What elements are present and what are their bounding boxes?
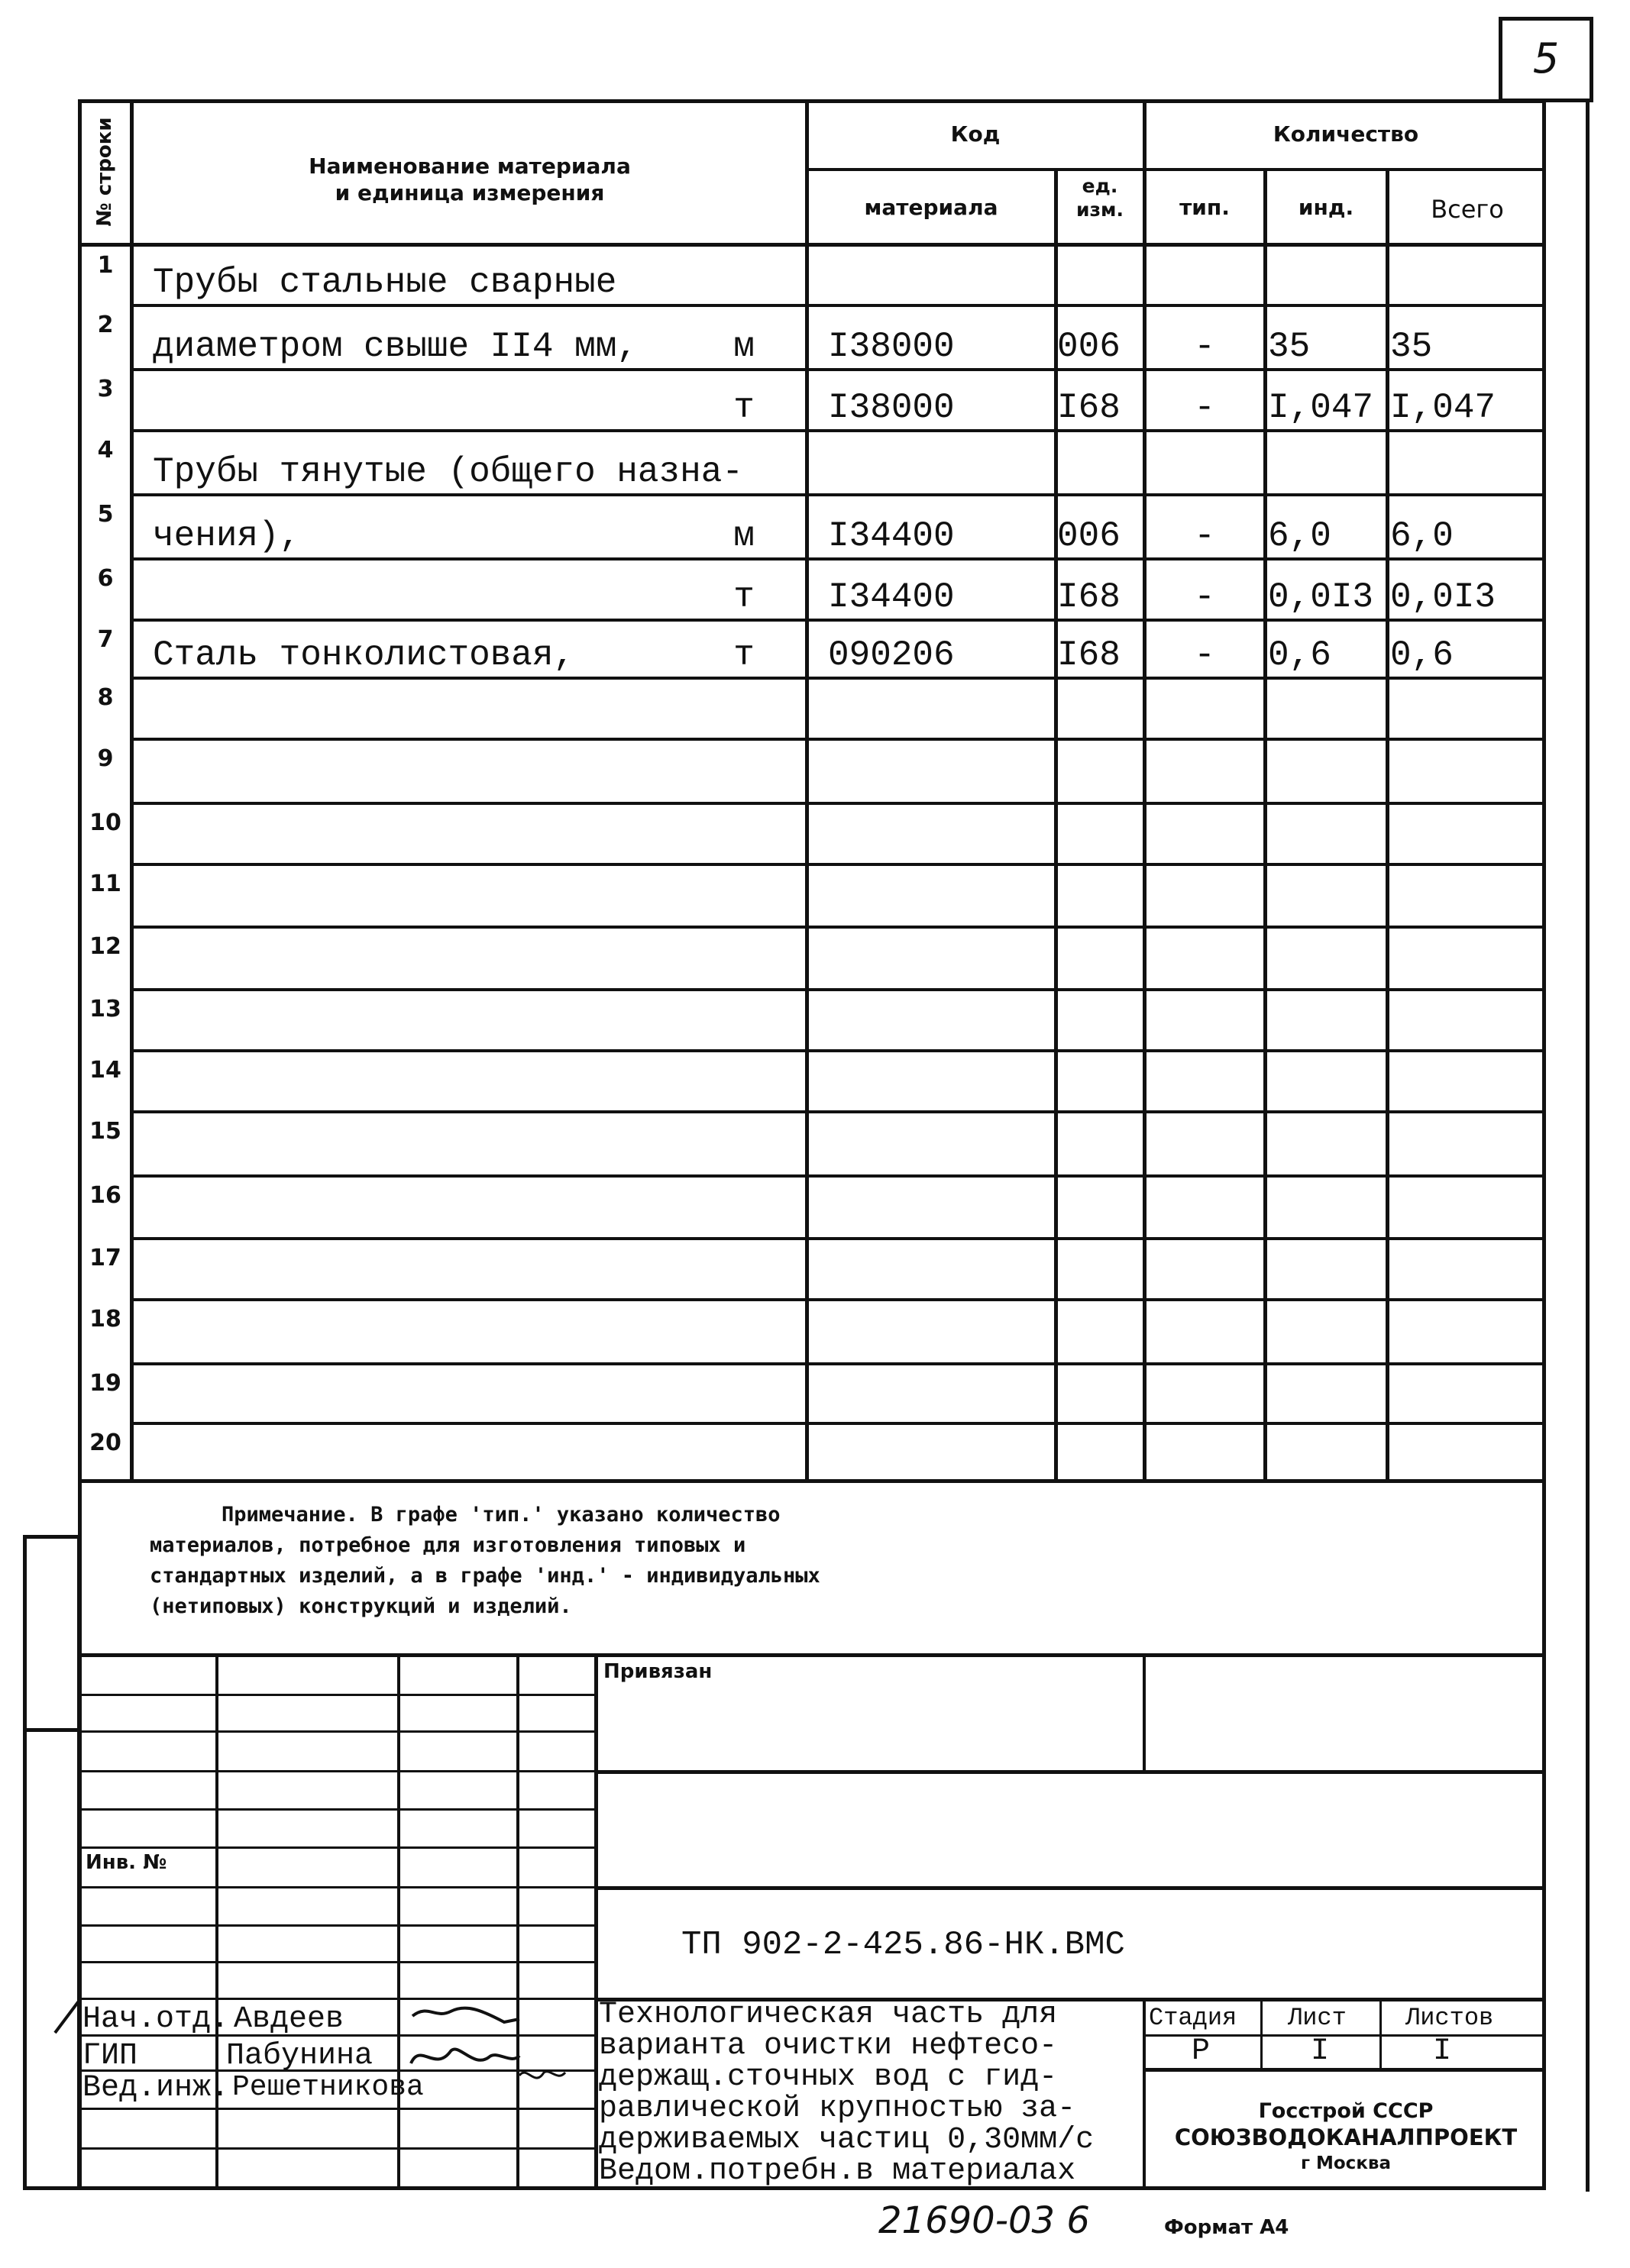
stamp-row-line: [79, 1808, 596, 1811]
table-row: [0, 431, 1630, 495]
format-label: Формат А4: [1164, 2216, 1289, 2239]
table-row: [0, 864, 1630, 927]
stage-label: Стадия: [1149, 2004, 1237, 2032]
attached-divider: [1143, 1656, 1146, 1770]
sheet-label: Лист: [1288, 2004, 1347, 2032]
stamp-col-4: [594, 1656, 598, 2190]
signer-2-role: ГИП: [82, 2039, 138, 2073]
row-material-code: I38000: [828, 327, 955, 367]
stamp-row-line: [79, 1886, 596, 1888]
header-material-name: Наименование материала и единица измерения: [309, 153, 631, 205]
row-unit-abbrev: т: [733, 388, 755, 428]
row-number: 16: [89, 1182, 121, 1209]
signer-3-name: Решетникова: [232, 2071, 424, 2104]
stamp-top-line: [78, 1653, 1546, 1657]
organization-block: [1146, 2098, 1546, 2176]
row-number: 10: [89, 809, 121, 836]
stamp-row-line: [79, 1961, 596, 1963]
row-material-code: I34400: [828, 516, 955, 556]
stamp-col-1: [215, 1656, 218, 2190]
stamp-row-line: [79, 1846, 596, 1849]
code-top: [596, 1886, 1546, 1890]
header-quantity: Количество: [1273, 121, 1419, 147]
note-line-3: стандартных изделий, а в графе 'инд.' - индивидуальных: [150, 1564, 820, 1588]
title-line-6: Ведом.потребн.в материалах: [599, 2154, 1076, 2189]
signer-1-role: Нач.отд.: [82, 2002, 230, 2037]
row-number: 17: [89, 1245, 121, 1271]
row-qty-typ: -: [1194, 577, 1215, 617]
row-unit-code: I68: [1057, 388, 1121, 428]
row-number: 18: [89, 1306, 121, 1333]
row-qty-ind: 0,6: [1268, 635, 1331, 675]
signature-marks: [405, 1996, 573, 2111]
table-row: [0, 1364, 1630, 1423]
header-code-unit: ед. изм.: [1076, 175, 1124, 221]
row-number: 7: [97, 626, 114, 653]
header-qty-ind: инд.: [1298, 195, 1354, 220]
signer-3-role: Вед.инж.: [82, 2071, 230, 2105]
row-qty-ind: I,047: [1268, 388, 1374, 428]
row-qty-total: I,047: [1390, 388, 1496, 428]
stamp-row-line: [79, 1730, 596, 1733]
org-line-3: г Москва: [1300, 2153, 1392, 2173]
row-number: 19: [89, 1370, 121, 1397]
row-number: 13: [89, 996, 121, 1023]
header-code: Код: [950, 121, 1001, 147]
row-qty-ind: 35: [1268, 327, 1311, 367]
sheets-label: Листов: [1405, 2004, 1494, 2032]
table-row: [0, 305, 1630, 370]
row-number: 15: [89, 1118, 121, 1145]
row-material-code: 090206: [828, 635, 955, 675]
row-qty-typ: -: [1194, 635, 1215, 675]
row-material-name: диаметром свыше II4 мм,: [153, 327, 638, 367]
table-row: [0, 739, 1630, 803]
row-material-code: I38000: [828, 388, 955, 428]
table-row: [0, 1300, 1630, 1364]
row-material-code: I34400: [828, 577, 955, 617]
note-line-2: материалов, потребное для изготовления типовых и: [150, 1533, 746, 1557]
binding-strip-top: [23, 1535, 81, 1732]
title-line-5: держиваемых частиц 0,30мм/с: [599, 2123, 1095, 2157]
binding-strip-bottom: [23, 1728, 81, 2190]
document-code: ТП 902-2-425.86-НК.ВМС: [681, 1926, 1125, 1964]
row-qty-typ: -: [1194, 516, 1215, 556]
row-qty-total: 6,0: [1390, 516, 1454, 556]
row-number: 11: [89, 871, 121, 897]
row-number: 2: [97, 312, 114, 338]
table-row: [0, 246, 1630, 305]
stage-value: Р: [1192, 2034, 1211, 2069]
row-unit-code: 006: [1057, 516, 1121, 556]
title-line-3: держащ.сточных вод с гид-: [599, 2060, 1058, 2095]
table-row: [0, 1239, 1630, 1300]
table-row: [0, 927, 1630, 990]
row-qty-total: 0,0I3: [1390, 577, 1496, 617]
table-row: [0, 495, 1630, 559]
row-unit-abbrev: т: [733, 577, 755, 617]
inventory-number: 21690-03 6: [878, 2199, 1090, 2242]
header-row-number: № строки: [93, 117, 116, 227]
margin-stroke: [46, 1993, 92, 2039]
title-line-1: Технологическая часть для: [599, 1998, 1058, 2032]
table-row: [0, 990, 1630, 1051]
table-row: [0, 803, 1630, 864]
org-line-1: Госстрой СССР: [1258, 2099, 1434, 2123]
row-number: 3: [97, 376, 114, 402]
row-number: 5: [97, 501, 114, 528]
table-row: [0, 1051, 1630, 1112]
row-number: 20: [89, 1430, 121, 1456]
org-line-2: СОЮЗВОДОКАНАЛПРОЕКТ: [1174, 2124, 1518, 2150]
table-row: [0, 1176, 1630, 1239]
attached-label: Привязан: [603, 1660, 713, 1683]
table-row: [0, 1112, 1630, 1176]
header-qty-total: Всего: [1431, 195, 1504, 224]
table-row: [0, 1423, 1630, 1481]
row-number: 6: [97, 565, 114, 592]
row-number: 12: [89, 933, 121, 960]
stamp-row-line: [79, 1770, 596, 1772]
row-qty-typ: -: [1194, 388, 1215, 428]
stamp-row-line: [79, 1924, 596, 1927]
title-line-2: варианта очистки нефтесо-: [599, 2029, 1058, 2063]
row-unit-code: I68: [1057, 635, 1121, 675]
table-row: [0, 620, 1630, 678]
signer-2-name: Пабунина: [226, 2039, 374, 2073]
header-qty-typ: тип.: [1179, 195, 1230, 220]
note-line-1: Примечание. В графе 'тип.' указано количество: [222, 1503, 781, 1527]
stamp-col-2: [397, 1656, 400, 2190]
row-number: 8: [97, 684, 114, 711]
document-title: [599, 1999, 1143, 2187]
row-qty-typ: -: [1194, 327, 1215, 367]
attached-bottom: [596, 1770, 1546, 1774]
row-unit-code: I68: [1057, 577, 1121, 617]
row-material-name: чения),: [153, 516, 301, 556]
note-line-4: (нетиповых) конструкций и изделий.: [150, 1594, 572, 1618]
stage-col-2: [1379, 1999, 1382, 2069]
row-number: 1: [97, 252, 114, 279]
row-qty-ind: 6,0: [1268, 516, 1331, 556]
table-row: [0, 370, 1630, 431]
row-unit-code: 006: [1057, 327, 1121, 367]
row-unit-abbrev: м: [733, 327, 755, 367]
header-mid-line: [807, 168, 1546, 171]
title-line-4: равлической крупностью за-: [599, 2092, 1076, 2126]
table-row: [0, 678, 1630, 739]
page-number: 5: [1532, 34, 1560, 82]
row-number: 14: [89, 1057, 121, 1084]
table-row: [0, 559, 1630, 620]
row-number: 9: [97, 745, 114, 772]
sheets-value: I: [1433, 2034, 1452, 2069]
stage-col-1: [1260, 1999, 1263, 2069]
stamp-row-line: [79, 2147, 596, 2150]
stamp-row-line: [79, 1694, 596, 1696]
row-material-name: Трубы стальные сварные: [153, 263, 617, 302]
row-material-name: Сталь тонколистовая,: [153, 635, 575, 675]
note-block: [150, 1500, 820, 1622]
page-number-box: [1499, 17, 1593, 102]
row-number: 4: [97, 437, 114, 464]
row-unit-abbrev: т: [733, 635, 755, 675]
row-qty-total: 35: [1390, 327, 1433, 367]
sheet-value: I: [1311, 2034, 1330, 2069]
row-qty-total: 0,6: [1390, 635, 1454, 675]
signer-1-name: Авдеев: [234, 2002, 344, 2037]
row-material-name: Трубы тянутые (общего назна-: [153, 452, 743, 492]
table-bottom-line: [78, 1479, 1546, 1483]
inv-label: Инв. №: [86, 1851, 167, 1874]
row-unit-abbrev: м: [733, 516, 755, 556]
row-qty-ind: 0,0I3: [1268, 577, 1374, 617]
header-code-material: материала: [864, 195, 998, 220]
